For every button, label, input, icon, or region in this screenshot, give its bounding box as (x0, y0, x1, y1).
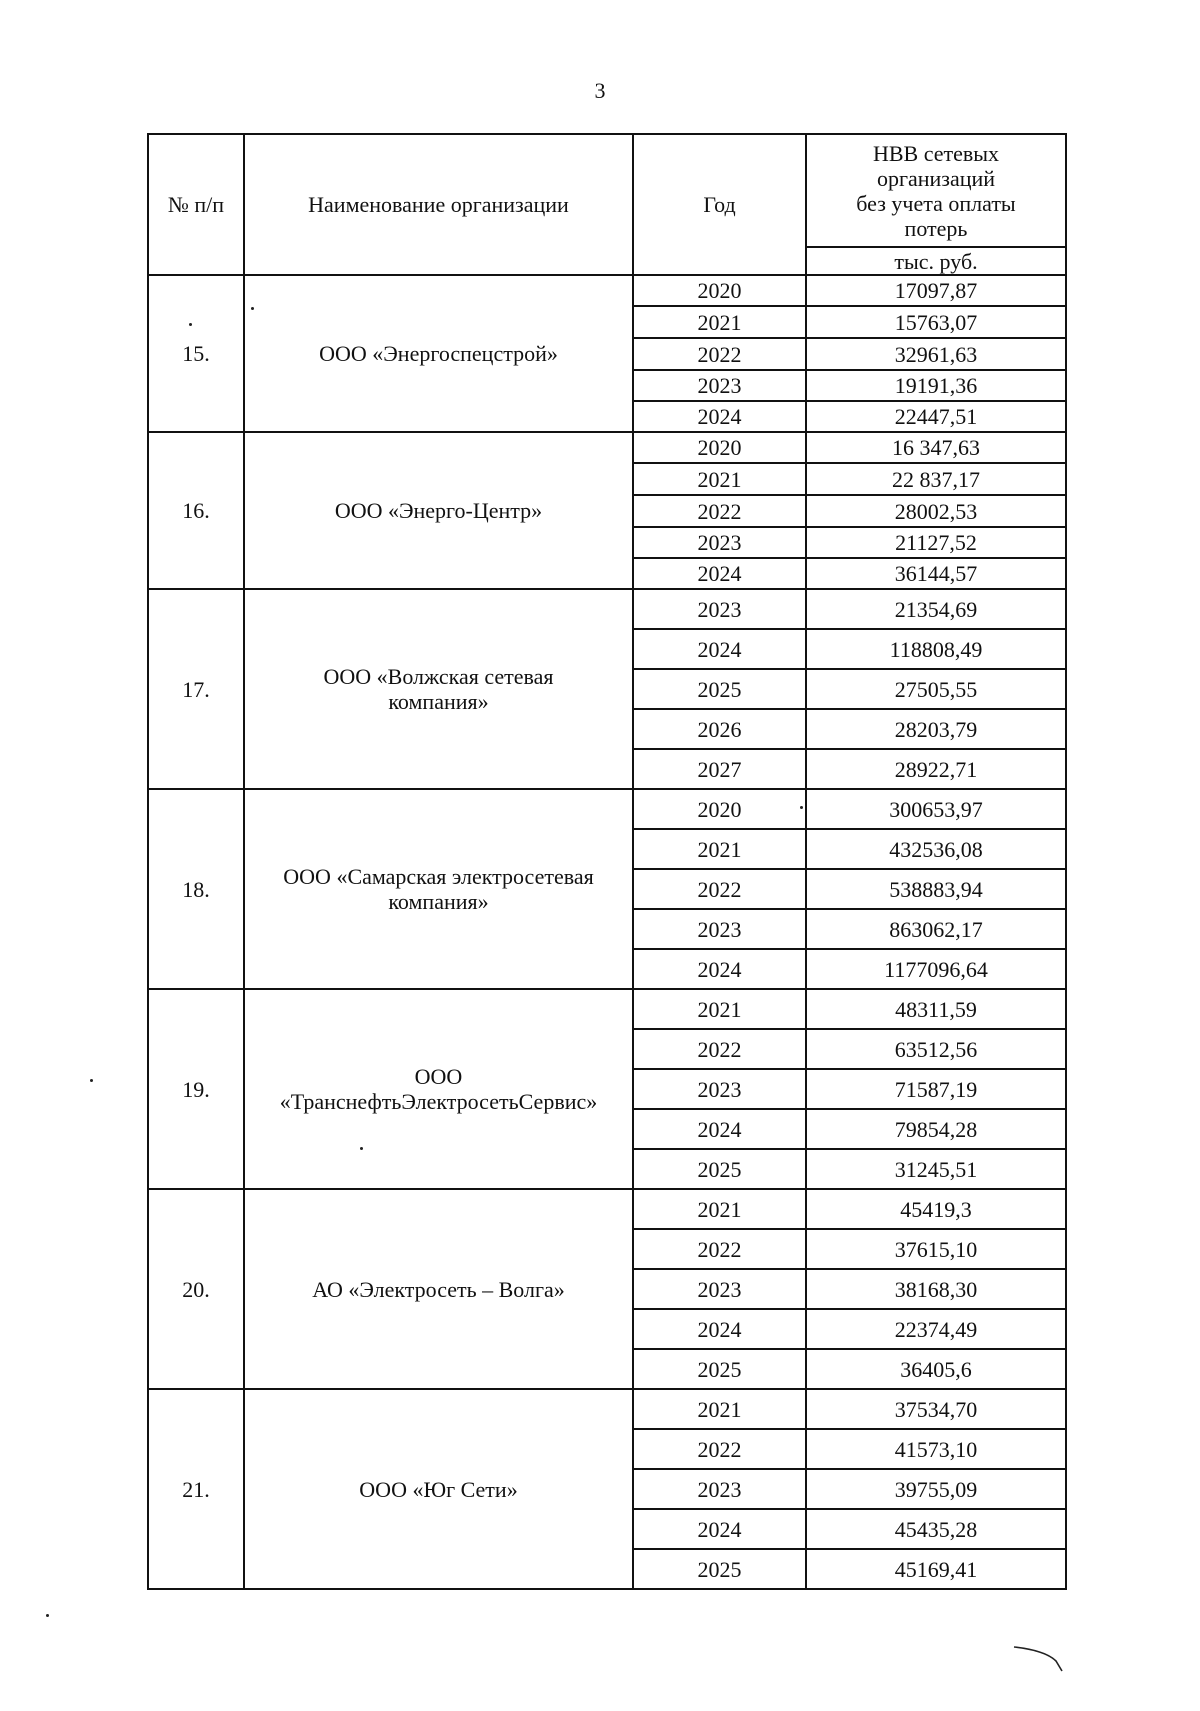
org-name (244, 1189, 633, 1389)
year-cell: 2022 (633, 338, 806, 370)
org-name (244, 989, 633, 1189)
header-value-line: потерь (904, 215, 968, 241)
value-cell: 22447,51 (806, 401, 1066, 432)
table-row (148, 275, 1066, 306)
table-row (148, 432, 1066, 463)
org-number: 19. (148, 989, 244, 1189)
year-cell: 2023 (633, 370, 806, 401)
value-cell: 71587,19 (806, 1069, 1066, 1109)
value-cell: 21127,52 (806, 527, 1066, 558)
value-cell: 63512,56 (806, 1029, 1066, 1069)
year-cell: 2022 (633, 869, 806, 909)
year-cell: 2024 (633, 1309, 806, 1349)
org-number: 20. (148, 1189, 244, 1389)
org-name (244, 1389, 633, 1589)
year-cell: 2022 (633, 1429, 806, 1469)
header-year: Год (633, 134, 806, 275)
year-cell: 2022 (633, 1229, 806, 1269)
scan-speck (800, 806, 803, 809)
value-cell: 17097,87 (806, 275, 1066, 306)
org-number: 15. (148, 275, 244, 432)
header-num: № п/п (148, 134, 244, 275)
value-cell: 27505,55 (806, 669, 1066, 709)
year-cell: 2025 (633, 1149, 806, 1189)
value-cell: 16 347,63 (806, 432, 1066, 463)
header-value-line: без учета оплаты (856, 190, 1016, 216)
year-cell: 2020 (633, 275, 806, 306)
header-value (806, 134, 1066, 247)
year-cell: 2021 (633, 829, 806, 869)
org-number: 21. (148, 1389, 244, 1589)
scan-speck (46, 1614, 49, 1617)
year-cell: 2021 (633, 1189, 806, 1229)
value-cell: 45419,3 (806, 1189, 1066, 1229)
org-name-line: компания» (388, 889, 489, 914)
table-row (148, 589, 1066, 629)
year-cell: 2021 (633, 463, 806, 495)
year-cell: 2021 (633, 306, 806, 338)
year-cell: 2022 (633, 495, 806, 527)
org-name (244, 589, 633, 789)
year-cell: 2024 (633, 1509, 806, 1549)
org-name-line: компания» (388, 689, 489, 714)
year-cell: 2025 (633, 1549, 806, 1589)
year-cell: 2023 (633, 589, 806, 629)
value-cell: 31245,51 (806, 1149, 1066, 1189)
year-cell: 2025 (633, 1349, 806, 1389)
year-cell: 2023 (633, 909, 806, 949)
value-cell: 432536,08 (806, 829, 1066, 869)
org-name-line: «ТранснефтьЭлектросетьСервис» (279, 1089, 598, 1114)
table-row (148, 1389, 1066, 1429)
value-cell: 36144,57 (806, 558, 1066, 589)
value-cell: 19191,36 (806, 370, 1066, 401)
scan-speck (360, 1147, 363, 1150)
scan-speck (189, 323, 192, 326)
org-name-line: ООО «Энерго-Центр» (334, 498, 543, 523)
year-cell: 2020 (633, 789, 806, 829)
table-row (148, 989, 1066, 1029)
value-cell: 48311,59 (806, 989, 1066, 1029)
year-cell: 2023 (633, 1469, 806, 1509)
org-number: 16. (148, 432, 244, 589)
nvv-table (147, 133, 1067, 1590)
header-value-line: НВВ сетевых (872, 140, 1000, 166)
value-cell: 22 837,17 (806, 463, 1066, 495)
value-cell: 21354,69 (806, 589, 1066, 629)
value-cell: 118808,49 (806, 629, 1066, 669)
year-cell: 2024 (633, 949, 806, 989)
org-name-line: ООО «Самарская электросетевая (283, 864, 594, 889)
org-name (244, 789, 633, 989)
value-cell: 28922,71 (806, 749, 1066, 789)
value-cell: 79854,28 (806, 1109, 1066, 1149)
year-cell: 2025 (633, 669, 806, 709)
year-cell: 2021 (633, 1389, 806, 1429)
value-cell: 39755,09 (806, 1469, 1066, 1509)
org-name-line: АО «Электросеть – Волга» (312, 1276, 565, 1302)
value-cell: 32961,63 (806, 338, 1066, 370)
org-number: 17. (148, 589, 244, 789)
value-cell: 1177096,64 (806, 949, 1066, 989)
value-cell: 28203,79 (806, 709, 1066, 749)
header-value-line: организаций (876, 165, 996, 191)
value-cell: 15763,07 (806, 306, 1066, 338)
value-cell: 37615,10 (806, 1229, 1066, 1269)
year-cell: 2026 (633, 709, 806, 749)
year-cell: 2023 (633, 1269, 806, 1309)
value-cell: 36405,6 (806, 1349, 1066, 1389)
table-row (148, 789, 1066, 829)
value-cell: 41573,10 (806, 1429, 1066, 1469)
year-cell: 2021 (633, 989, 806, 1029)
scan-speck (251, 307, 254, 310)
year-cell: 2024 (633, 629, 806, 669)
org-name (244, 432, 633, 589)
year-cell: 2022 (633, 1029, 806, 1069)
value-cell: 45169,41 (806, 1549, 1066, 1589)
value-cell: 37534,70 (806, 1389, 1066, 1429)
header-unit: тыс. руб. (806, 247, 1066, 275)
org-name-line: ООО «Энергоспецстрой» (319, 341, 558, 366)
page-number: 3 (594, 78, 606, 103)
org-name (244, 275, 633, 432)
scan-speck (90, 1079, 93, 1082)
value-cell: 300653,97 (806, 789, 1066, 829)
year-cell: 2023 (633, 1069, 806, 1109)
value-cell: 28002,53 (806, 495, 1066, 527)
value-cell: 22374,49 (806, 1309, 1066, 1349)
value-cell: 863062,17 (806, 909, 1066, 949)
org-name-line: ООО (414, 1064, 463, 1089)
org-name-line: ООО «Волжская сетевая (323, 664, 554, 689)
table-row (148, 1189, 1066, 1229)
pen-stroke (1012, 1643, 1064, 1673)
header-name: Наименование организации (244, 134, 633, 275)
year-cell: 2024 (633, 1109, 806, 1149)
header-row (148, 134, 1066, 247)
year-cell: 2024 (633, 558, 806, 589)
year-cell: 2027 (633, 749, 806, 789)
org-name-line: ООО «Юг Сети» (359, 1476, 518, 1502)
value-cell: 45435,28 (806, 1509, 1066, 1549)
value-cell: 538883,94 (806, 869, 1066, 909)
year-cell: 2024 (633, 401, 806, 432)
value-cell: 38168,30 (806, 1269, 1066, 1309)
org-number: 18. (148, 789, 244, 989)
year-cell: 2020 (633, 432, 806, 463)
year-cell: 2023 (633, 527, 806, 558)
